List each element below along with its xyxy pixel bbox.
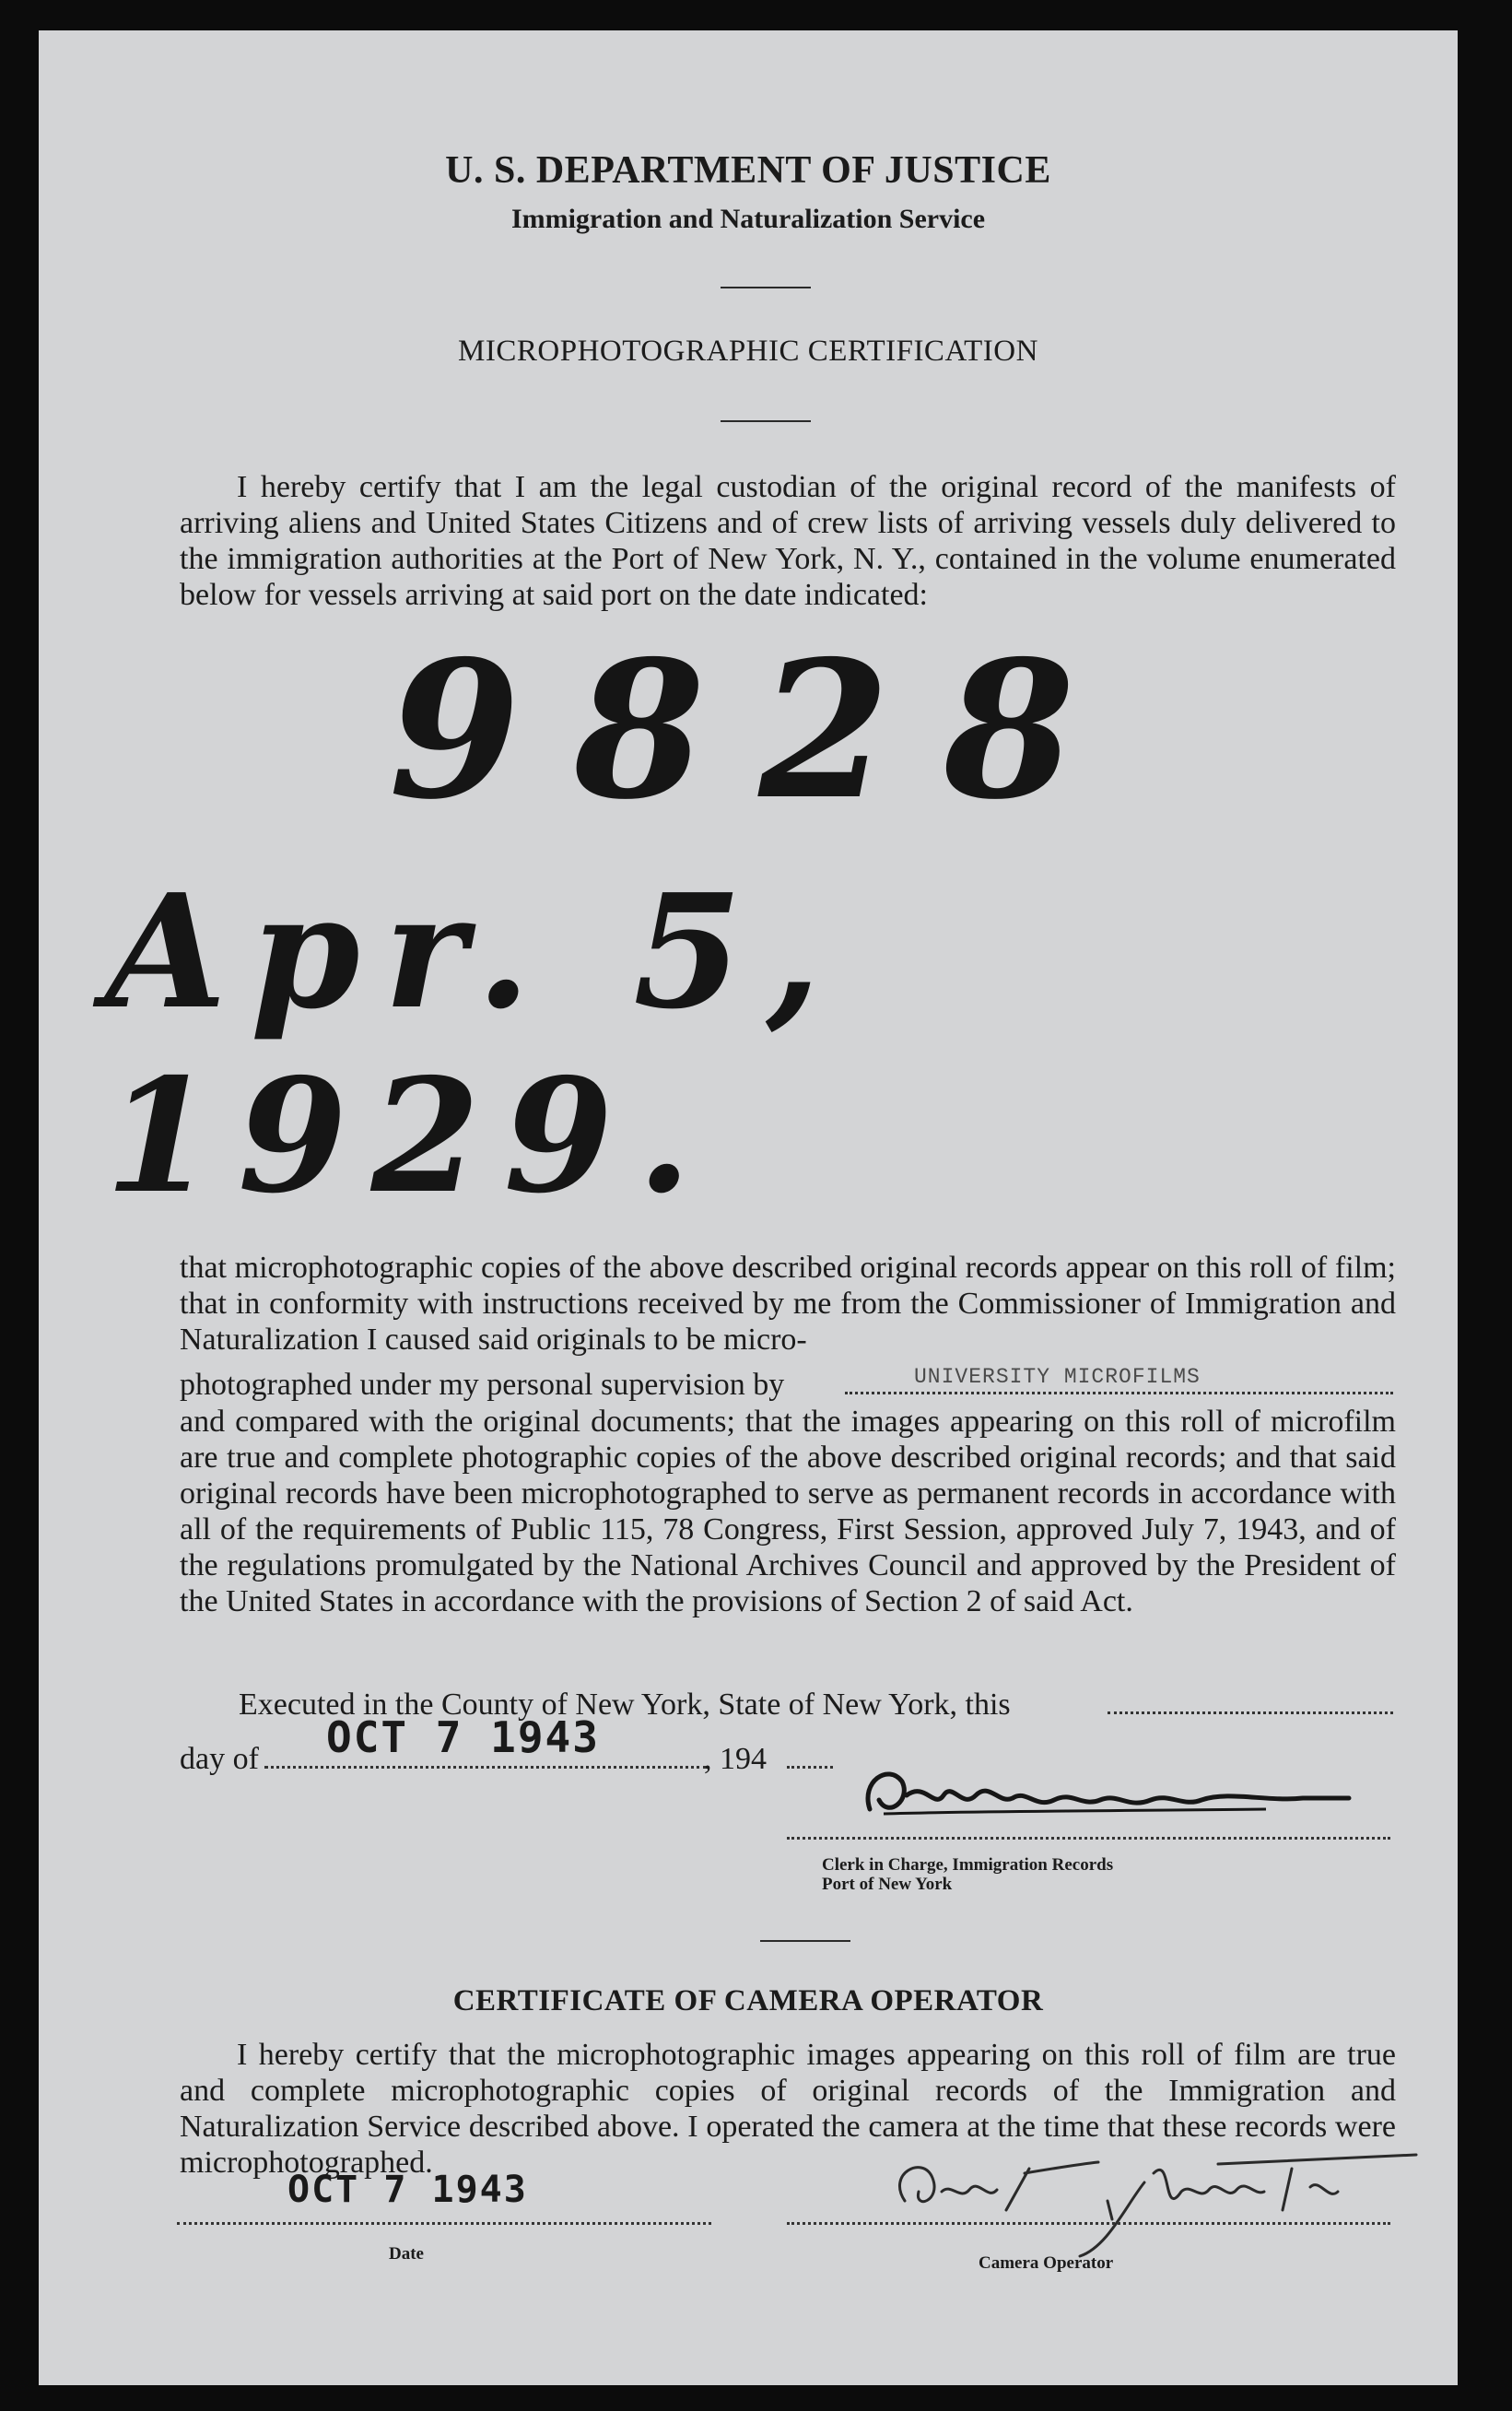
service-subheading: Immigration and Naturalization Service [510, 204, 986, 234]
date-line [177, 2222, 711, 2225]
dotted-fill-line [787, 1766, 833, 1769]
operator-signature [868, 2118, 1421, 2265]
handwritten-arrival-date: Apr. 5, 1929. [105, 860, 845, 1229]
date-label: Date [389, 2244, 424, 2264]
dotted-fill-line [845, 1392, 1393, 1394]
clerk-signature [833, 1745, 1367, 1846]
divider [760, 1940, 850, 1942]
body-paragraph-part1: that microphotographic copies of the above described original records appear on this roll of film; that in conformity with instructions received by me from the Commissioner of Immigration and Naturalization I caused said originals to be micro- [180, 1251, 1396, 1357]
camera-date-stamp: OCT 7 1943 [287, 2169, 528, 2211]
certification-title: MICROPHOTOGRAPHIC CERTIFICATION [458, 335, 1038, 368]
signature-line [787, 1837, 1390, 1840]
year-label: , 194 [704, 1742, 767, 1776]
camera-certificate-title: CERTIFICATE OF CAMERA OPERATOR [452, 1984, 1044, 2017]
dotted-fill-line [264, 1766, 707, 1769]
clerk-caption-line1: Clerk in Charge, Immigration Records [822, 1855, 1114, 1875]
department-heading: U. S. DEPARTMENT OF JUSTICE [445, 149, 1051, 192]
executed-line: Executed in the County of New York, State of New York, this [239, 1688, 1011, 1722]
handwritten-volume-number: 9828 [389, 620, 1129, 841]
certificate-sheet [39, 30, 1458, 2385]
body-paragraph-part2: and compared with the original documents; that the images appearing on this roll of microfilm are true and complete photographic copies of the above described original records; and that said original records have been microphotographed to serve as permanent records in accordance with all of the requirements of Public 115, 78 Congress, First Session, approved July 7, 1943, and of the regulations promulgated by the National Archives Council and approved by the President of the United States in accordance with the provisions of Section 2 of said Act. [180, 1405, 1396, 1618]
day-of-label: day of [180, 1742, 259, 1776]
divider [721, 287, 811, 288]
date-stamp: OCT 7 1943 [326, 1712, 600, 1762]
typed-company-name: UNIVERSITY MICROFILMS [914, 1365, 1201, 1389]
divider [721, 420, 811, 422]
dotted-fill-line [1108, 1711, 1393, 1714]
intro-paragraph: I hereby certify that I am the legal custodian of the original record of the manifests of arriving aliens and United States Citizens and of crew lists of arriving vessels duly delivered to the immigration authorities at the Port of New York, N. Y., contained in the volume enumerated below for vessels arriving at said port on the date indicated: [180, 470, 1396, 612]
supervision-line: photographed under my personal supervision by [180, 1368, 785, 1402]
operator-line [787, 2222, 1390, 2225]
clerk-caption-line2: Port of New York [822, 1875, 953, 1894]
operator-label: Camera Operator [979, 2253, 1114, 2273]
camera-paragraph: I hereby certify that the microphotographic images appearing on this roll of film are true and complete microphotographic copies of original records of the Immigration and Naturalization Service described above. I operated the camera at the time that these records were microphotographed. [180, 2038, 1396, 2180]
